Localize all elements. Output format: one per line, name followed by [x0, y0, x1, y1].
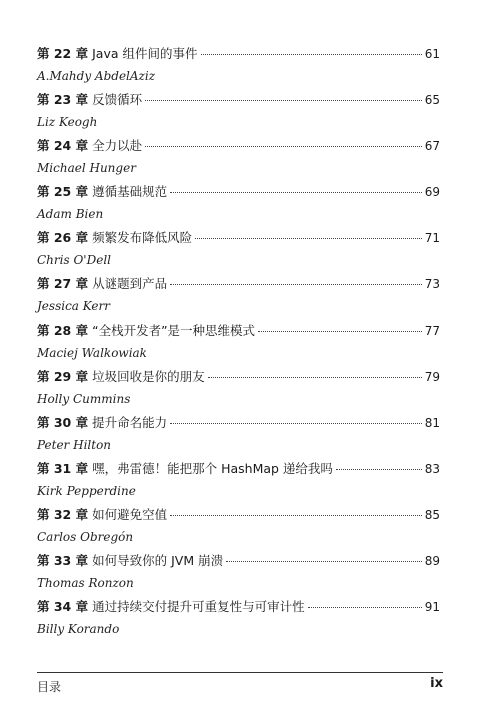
- dot-leader: [145, 100, 422, 101]
- toc-title-row: [37, 90, 440, 112]
- chapter-title: “全栈开发者”是一种思维模式: [92, 322, 256, 338]
- toc-title-row: [37, 228, 440, 250]
- toc-title-row: [37, 551, 440, 573]
- chapter-title: 通过持续交付提升可重复性与可审计性: [92, 599, 305, 615]
- chapter-title: 嘿，弗雷德！能把那个 HashMap 递给我吗: [92, 460, 333, 476]
- toc-title-row: [37, 182, 440, 204]
- chapter-author: Michael Hunger: [37, 161, 136, 176]
- chapter-page-number: 69: [424, 185, 440, 200]
- chapter-number: 第 31 章: [37, 460, 89, 476]
- chapter-author: Peter Hilton: [37, 437, 112, 452]
- chapter-page-number: 67: [424, 139, 440, 154]
- chapter-number: 第 29 章: [37, 368, 89, 384]
- toc-entry[interactable]: [37, 505, 440, 551]
- dot-leader: [226, 561, 422, 562]
- chapter-title: 全力以赴: [92, 138, 143, 154]
- chapter-number: 第 32 章: [37, 506, 89, 522]
- toc-entry[interactable]: [37, 182, 440, 228]
- chapter-title: 从谜题到产品: [92, 276, 168, 292]
- chapter-page-number: 61: [424, 47, 440, 61]
- toc-entry[interactable]: [37, 459, 440, 505]
- dot-leader: [201, 54, 422, 55]
- chapter-page-number: 91: [424, 600, 440, 615]
- dot-leader: [208, 377, 422, 378]
- toc-title-row: [37, 274, 440, 296]
- chapter-author: Jessica Kerr: [37, 299, 110, 314]
- chapter-page-number: 77: [424, 323, 440, 338]
- chapter-author: Adam Bien: [37, 207, 104, 222]
- chapter-page-number: 73: [424, 277, 440, 292]
- chapter-number: 第 30 章: [37, 414, 89, 430]
- chapter-title: 反馈循环: [92, 92, 143, 108]
- chapter-number: 第 28 章: [37, 322, 89, 338]
- chapter-number: 第 33 章: [37, 553, 89, 569]
- toc-entry[interactable]: [37, 551, 440, 597]
- chapter-number: 第 34 章: [37, 599, 89, 615]
- toc-entry[interactable]: [37, 274, 440, 320]
- footer-divider: [37, 672, 443, 673]
- toc-title-row: [37, 413, 440, 435]
- chapter-author: Liz Keogh: [37, 115, 98, 130]
- chapter-page-number: 89: [424, 554, 440, 569]
- chapter-author: Carlos Obregón: [37, 529, 134, 544]
- toc-entry[interactable]: [37, 228, 440, 274]
- chapter-title: 提升命名能力: [92, 414, 168, 430]
- chapter-title: 如何导致你的 JVM 崩溃: [92, 553, 224, 569]
- dot-leader: [145, 146, 422, 147]
- chapter-title: 垃圾回收是你的朋友: [92, 368, 205, 384]
- dot-leader: [195, 238, 422, 239]
- dot-leader: [170, 192, 422, 193]
- toc-entry[interactable]: [37, 90, 440, 136]
- chapter-author: Kirk Pepperdine: [37, 483, 136, 498]
- dot-leader: [308, 607, 422, 608]
- chapter-page-number: 79: [424, 369, 440, 384]
- chapter-number: 第 22 章: [37, 46, 89, 61]
- chapter-title: 遵循基础规范: [92, 184, 168, 200]
- chapter-page-number: 81: [424, 415, 440, 430]
- chapter-title: 如何避免空值: [92, 506, 168, 522]
- chapter-page-number: 71: [424, 231, 440, 246]
- toc-entry[interactable]: [37, 367, 440, 413]
- chapter-author: A.Mahdy AbdelAziz: [37, 69, 156, 83]
- footer-page-number: ix: [430, 676, 443, 691]
- toc-title-row: [37, 597, 440, 619]
- chapter-page-number: 83: [424, 461, 440, 476]
- toc-entry[interactable]: [37, 136, 440, 182]
- chapter-number: 第 27 章: [37, 276, 89, 292]
- chapter-number: 第 24 章: [37, 138, 89, 154]
- toc-entry[interactable]: [37, 413, 440, 459]
- chapter-author: Maciej Walkowiak: [37, 345, 147, 360]
- chapter-author: Holly Cummins: [37, 391, 131, 406]
- dot-leader: [170, 423, 422, 424]
- toc-title-row: [37, 44, 440, 66]
- toc-title-row: [37, 367, 440, 389]
- chapter-title: Java 组件间的事件: [92, 46, 198, 61]
- chapter-number: 第 25 章: [37, 184, 89, 200]
- toc-entry[interactable]: [37, 321, 440, 367]
- toc-title-row: [37, 321, 440, 343]
- dot-leader: [170, 515, 422, 516]
- footer-section-label: 目录: [37, 680, 62, 694]
- toc-title-row: [37, 459, 440, 481]
- dot-leader: [336, 469, 422, 470]
- chapter-author: Chris O'Dell: [37, 253, 111, 268]
- chapter-number: 第 23 章: [37, 92, 89, 108]
- dot-leader: [258, 331, 422, 332]
- table-of-contents: [37, 44, 440, 643]
- toc-entry[interactable]: [37, 44, 440, 90]
- chapter-author: Billy Korando: [37, 622, 120, 637]
- toc-entry[interactable]: [37, 597, 440, 643]
- toc-title-row: [37, 505, 440, 527]
- chapter-title: 频繁发布降低风险: [92, 230, 193, 246]
- chapter-page-number: 85: [424, 507, 440, 522]
- chapter-number: 第 26 章: [37, 230, 89, 246]
- chapter-page-number: 65: [424, 93, 440, 108]
- toc-title-row: [37, 136, 440, 158]
- chapter-author: Thomas Ronzon: [37, 576, 134, 591]
- dot-leader: [170, 284, 422, 285]
